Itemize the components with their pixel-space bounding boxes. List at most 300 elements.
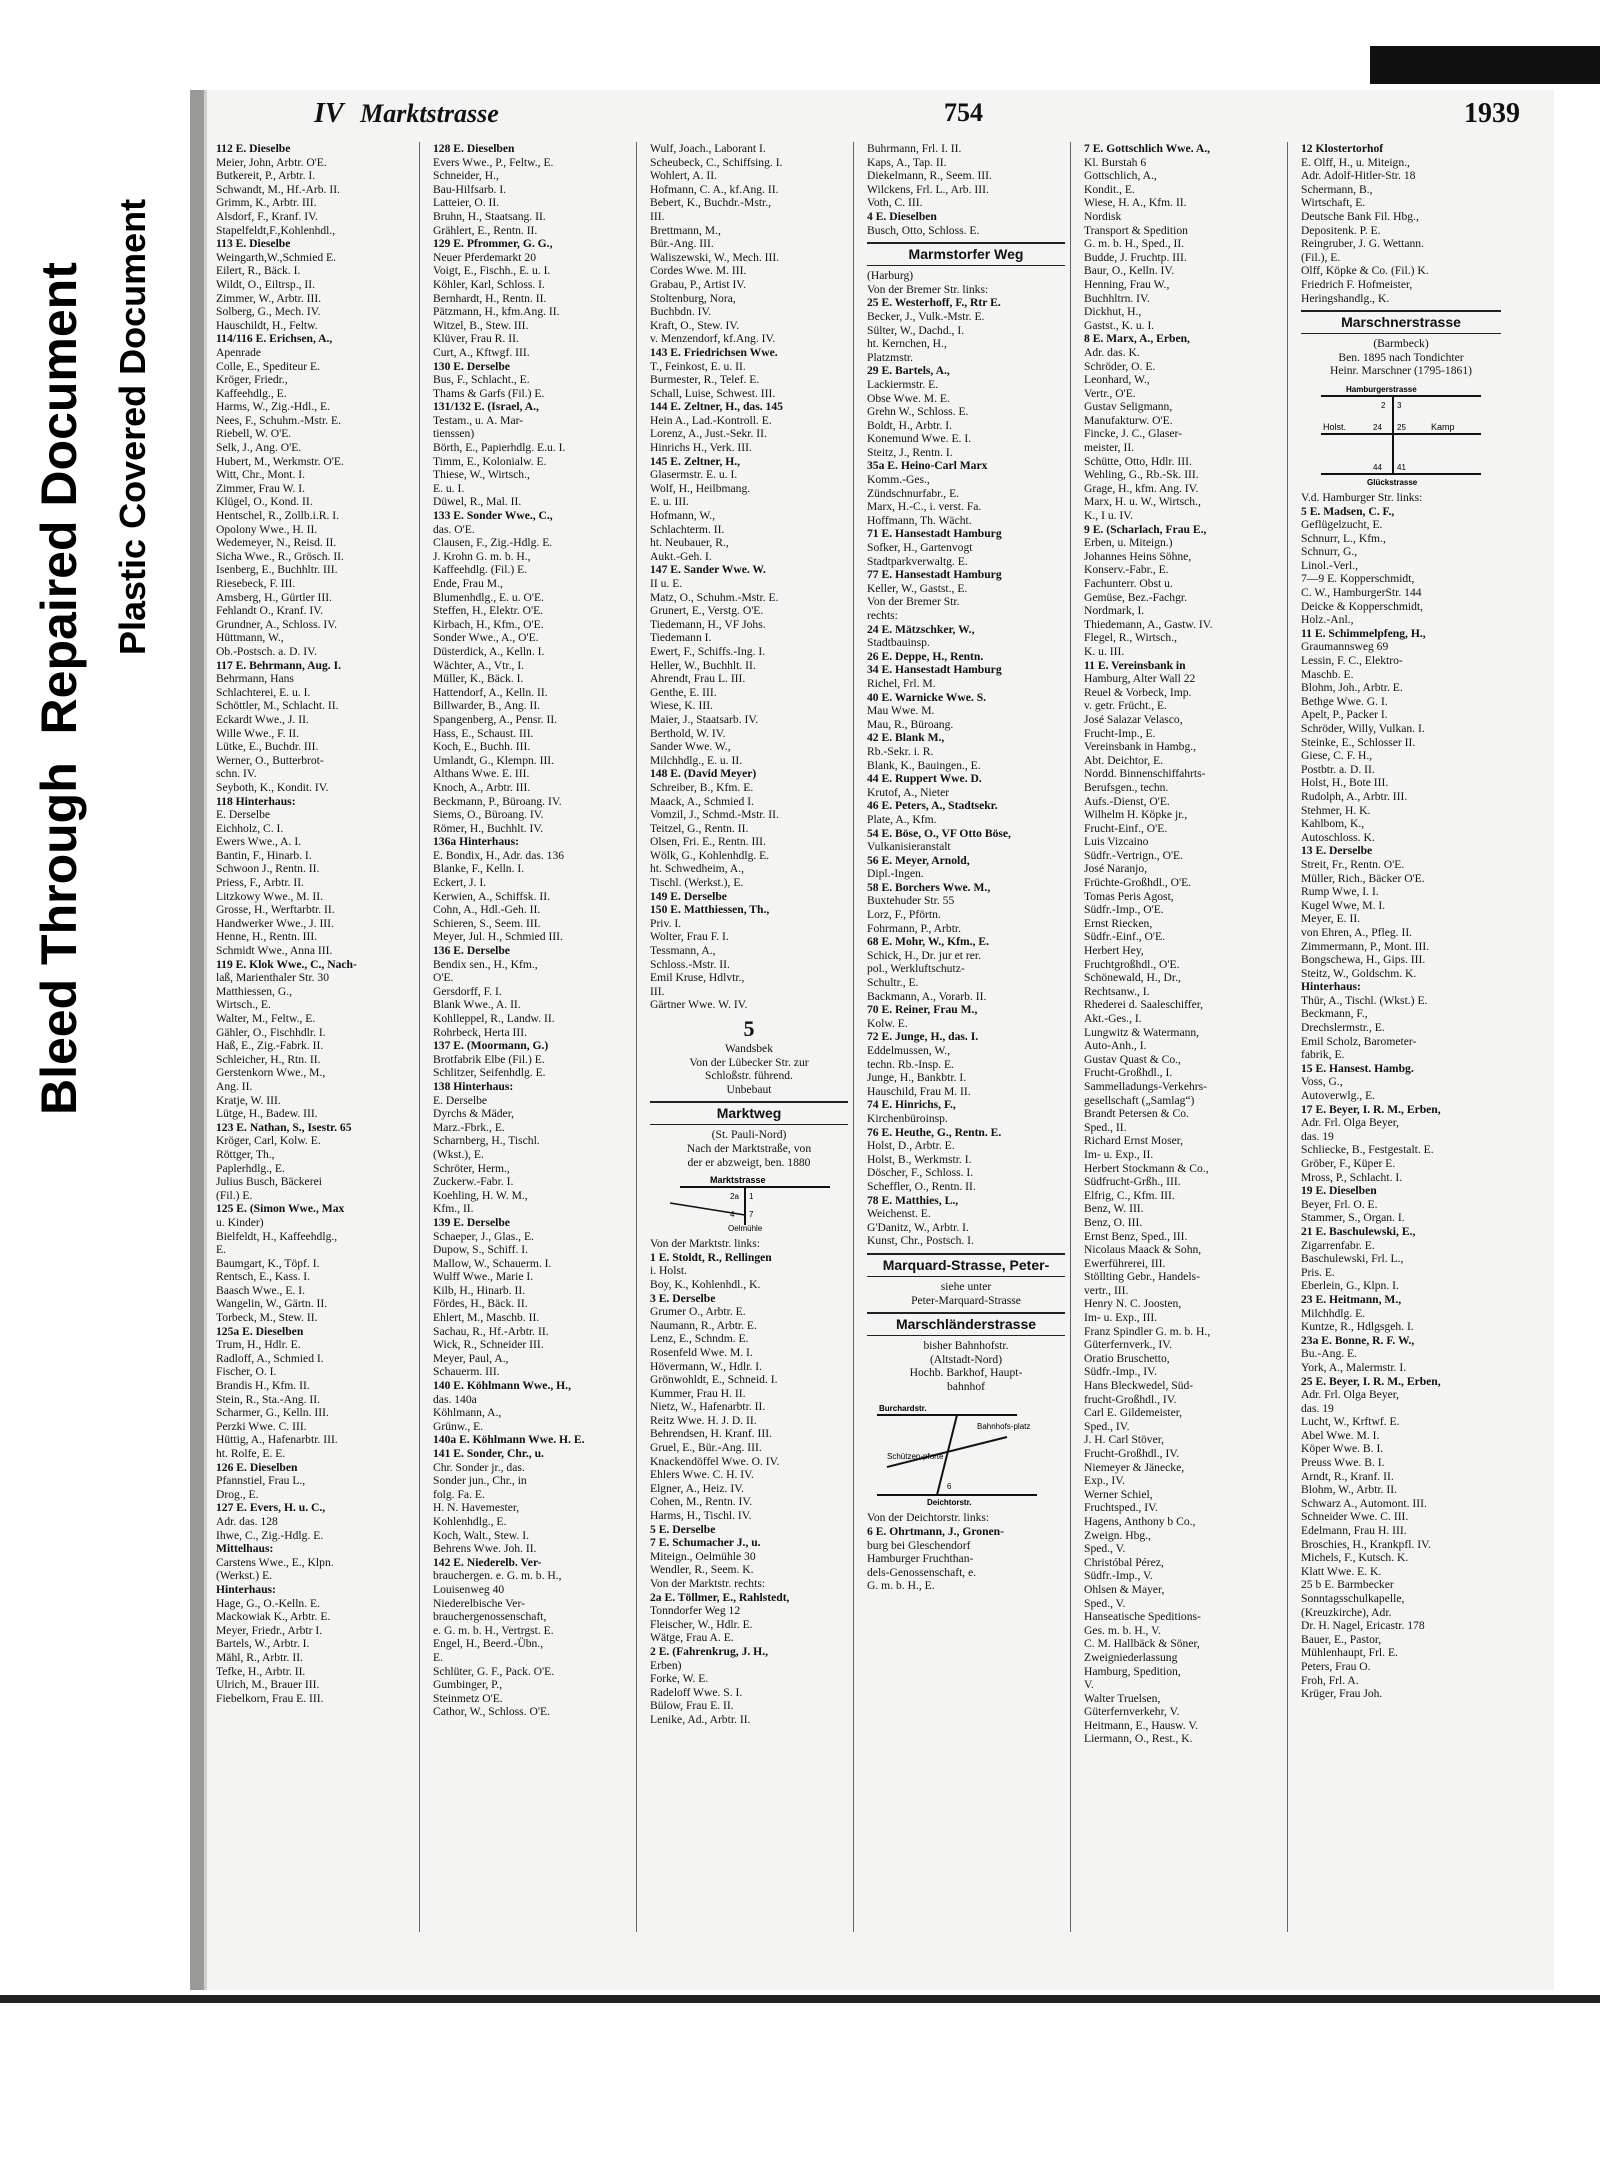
directory-entry: Bernhardt, H., Rentn. II. [433, 291, 547, 305]
directory-entry: Schreiber, B., Kfm. E. [650, 780, 754, 794]
directory-entry: 71 E. Hansestadt Hamburg [867, 527, 1002, 541]
directory-entry: Krüger, Frau Joh. [1301, 1687, 1383, 1701]
directory-entry: Tiedemann, H., VF Johs. [650, 617, 766, 631]
block-number: 5 [743, 1016, 755, 1041]
directory-entry: Wilckens, Frl. L., Arb. III. [867, 182, 989, 196]
directory-entry: 40 E. Warnicke Wwe. S. [867, 690, 987, 704]
directory-entry: Müller, K., Bäck. I. [433, 672, 524, 686]
directory-entry: 72 E. Junge, H., das. I. [867, 1030, 979, 1044]
directory-entry: 133 E. Sonder Wwe., C., [433, 509, 553, 523]
directory-entry: Tessmann, A., [650, 944, 716, 958]
directory-entry: Hentschel, R., Zollb.i.R. I. [216, 509, 340, 523]
bleed-through-repaired-label [30, 262, 88, 1115]
directory-entry: Keller, W., Gastst., E. [867, 581, 968, 595]
directory-entry: Gastst., K. u. I. [1084, 318, 1155, 332]
directory-entry: Hage, G., O.-Kelln. E. [216, 1596, 320, 1610]
directory-entry: vertr., III. [1084, 1283, 1129, 1297]
directory-entry: Hamburg, Spedition, [1084, 1664, 1181, 1678]
directory-entry: 7 E. Gottschlich Wwe. A., [1084, 142, 1211, 155]
directory-entry: 7—9 E. Kopperschmidt, [1301, 572, 1415, 586]
directory-entry: burg bei Gleschendorf [867, 1538, 971, 1552]
directory-entry: Rudolph, A., Arbtr. III. [1301, 789, 1408, 803]
directory-entry: York, A., Malermstr. I. [1301, 1360, 1407, 1374]
directory-entry: Akt.-Ges., I. [1084, 1012, 1142, 1025]
directory-entry: Zimmer, Frau W. I. [216, 481, 306, 495]
directory-entry: Louisenweg 40 [433, 1582, 505, 1596]
directory-entry: Autoschloss. K. [1301, 830, 1375, 844]
directory-entry: Heinr. Marschner (1795-1861) [1330, 364, 1472, 378]
directory-entry: Isenberg, E., Buchhltr. III. [216, 563, 338, 577]
directory-entry: Abt. Deichtor, E. [1084, 753, 1164, 767]
directory-entry: Bruhn, H., Staatsang. II. [433, 209, 546, 223]
directory-entry: (St. Pauli-Nord) [711, 1128, 787, 1142]
directory-entry: Wandsbek [724, 1042, 773, 1055]
directory-entry: Broschies, H., Krankpfl. IV. [1301, 1537, 1431, 1551]
directory-entry: 138 Hinterhaus: [433, 1079, 514, 1093]
directory-entry: Leonhard, W., [1084, 373, 1150, 387]
directory-entry: Ges. m. b. H., V. [1084, 1623, 1161, 1637]
directory-entry: Neuer Pferdemarkt 20 [433, 250, 537, 264]
directory-entry: Holst, B., Werkmstr. I. [867, 1152, 972, 1166]
directory-entry: Sped., IV. [1084, 1419, 1130, 1433]
directory-entry: Budde, J. Fruchtp. III. [1084, 250, 1187, 264]
directory-entry: Tefke, H., Arbtr. II. [216, 1664, 306, 1678]
directory-entry: Hans Bleckwedel, Süd- [1084, 1379, 1194, 1393]
directory-entry: Sachau, R., Hf.-Arbtr. II. [433, 1324, 549, 1338]
directory-entry: Bendix sen., H., Kfm., [433, 957, 538, 971]
directory-entry: Harms, W., Zig.-Hdl., E. [216, 400, 330, 414]
directory-column-1 [216, 142, 414, 1932]
directory-entry: Edelmann, Frau H. III. [1301, 1524, 1407, 1538]
directory-entry: 140a E. Köhlmann Wwe. H. E. [433, 1433, 585, 1447]
directory-entry: Schwoon J., Rentn. II. [216, 862, 320, 876]
marschlaenderstrasse-map [867, 1397, 1065, 1507]
directory-entry: Aufs.-Dienst, O'E. [1084, 794, 1170, 808]
directory-entry: 78 E. Matthies, L., [867, 1193, 959, 1207]
directory-entry: 143 E. Friedrichsen Wwe. [650, 345, 778, 359]
directory-entry: Matz, O., Schuhm.-Mstr. E. [650, 590, 779, 604]
directory-entry: Güterfernverk., IV. [1084, 1338, 1172, 1352]
directory-entry: Lungwitz & Watermann, [1084, 1025, 1200, 1039]
directory-entry: Opolony Wwe., H. II. [216, 522, 318, 536]
directory-entry: Bu.-Ang. E. [1301, 1347, 1358, 1361]
directory-entry: Michels, F., Kutsch. K. [1301, 1551, 1409, 1565]
directory-entry: Mühlenhaupt, Frl. E. [1301, 1646, 1398, 1660]
directory-entry: 129 E. Pfrommer, G. G., [433, 237, 553, 251]
directory-entry: Grünw., E. [433, 1419, 484, 1433]
directory-entry: Ihwe, C., Zig.-Hdlg. E. [216, 1528, 324, 1542]
directory-entry: Thams & Garfs (Fil.) E. [433, 386, 545, 400]
directory-entry: Wildt, O., Eiltrsp., II. [216, 277, 316, 291]
directory-entry: Scharnberg, H., Tischl. [433, 1134, 540, 1148]
page-number: 754 [944, 98, 983, 127]
directory-entry: José Naranjo, [1084, 862, 1148, 876]
directory-entry: Kaffeehdlg. (Fil.) E. [433, 563, 528, 577]
street-title: Marktweg [716, 1105, 782, 1122]
directory-entry: Sonder Wwe., A., O'E. [433, 631, 539, 645]
directory-entry: Boldt, H., Arbtr. I. [867, 418, 953, 432]
directory-entry: Hinterhaus: [1301, 980, 1361, 994]
directory-entry: Lorz, F., Pförtn. [867, 908, 941, 922]
directory-column-6 [1301, 142, 1501, 1932]
directory-entry: Abel Wwe. M. I. [1301, 1428, 1380, 1442]
map-number: 2 [1381, 400, 1386, 410]
directory-entry: (Altstadt-Nord) [929, 1352, 1003, 1366]
directory-entry: Deicke & Kopperschmidt, [1301, 599, 1424, 613]
directory-entry: e. G. m. b. H., Vertrgst. E. [433, 1623, 554, 1637]
directory-entry: Schmidt Wwe., Anna III. [216, 944, 333, 958]
directory-entry: Mallow, W., Schauerm. I. [433, 1256, 552, 1270]
directory-entry: Südfr.-Einf., O'E. [1084, 930, 1165, 944]
directory-entry: Grählert, E., Rentn. II. [433, 223, 538, 237]
directory-entry: Maschb. E. [1301, 667, 1354, 681]
directory-entry: Kohlleppel, R., Landw. II. [433, 1012, 555, 1025]
map-label-bahnhofsplatz: Bahnhofs-platz [977, 1422, 1031, 1432]
directory-entry: Schloss.-Mstr. II. [650, 957, 730, 971]
directory-entry: Lackiermstr. E. [867, 377, 939, 391]
marschlaenderstrasse-entries [867, 1511, 1065, 1593]
directory-entry: Kaffeehdlg., E. [216, 386, 287, 400]
directory-entry: u. Kinder) [216, 1215, 264, 1229]
directory-entry: fabrik, E. [1301, 1048, 1345, 1062]
directory-entry: Mähl, R., Arbtr. II. [216, 1650, 303, 1664]
directory-entry: Drechslermstr., E. [1301, 1021, 1385, 1035]
directory-entry: 148 E. (David Meyer) [650, 767, 757, 781]
directory-entry: Konemund Wwe. E. I. [867, 432, 972, 446]
directory-entry: Hinterhaus: [216, 1582, 276, 1596]
directory-entry: 24 E. Mätzschker, W., [867, 622, 975, 636]
directory-entry: Wirtschaft, E. [1301, 196, 1366, 210]
directory-entry: Wehling, G., Rb.-Sk. III. [1084, 468, 1199, 482]
directory-entry: Schneider Wwe. C. III. [1301, 1510, 1409, 1524]
directory-entry: Lenike, Ad., Arbtr. II. [650, 1712, 751, 1726]
directory-entry: Frucht-Einf., O'E. [1084, 821, 1168, 835]
directory-entry: Grumer O., Arbtr. E. [650, 1305, 746, 1319]
directory-entry: Komm.-Ges., [867, 473, 930, 487]
street-heading-marquard-strasse [867, 1253, 1065, 1277]
directory-entry: 42 E. Blank M., [867, 731, 945, 745]
repaired-document-text: Repaired Document [31, 262, 87, 735]
directory-entry: Niemeyer & Jänecke, [1084, 1460, 1185, 1474]
directory-entry: E. [433, 1650, 443, 1664]
column-4-entries [867, 142, 1065, 237]
directory-entry: Blumenhdlg., E. u. O'E. [433, 590, 544, 604]
directory-entry: Obse Wwe. M. E. [867, 391, 950, 405]
directory-entry: Dipl.-Ingen. [867, 867, 924, 881]
directory-entry: Carl E. Gildemeister, [1084, 1406, 1183, 1420]
directory-entry: J. Krohn G. m. b. H., [433, 549, 531, 563]
directory-entry: Hofmann, C. A., kf.Ang. II. [650, 182, 779, 196]
directory-entry: Vulkanisieranstalt [867, 840, 951, 854]
directory-entry: brauchergenossenschaft, [433, 1610, 547, 1624]
directory-entry: Schröter, Herm., [433, 1161, 510, 1175]
directory-entry: J. H. Carl Stöver, [1084, 1433, 1165, 1447]
directory-entry: Südfr.-Imp., IV. [1084, 1365, 1157, 1379]
directory-entry: 145 E. Zeltner, H., [650, 454, 741, 468]
directory-entry: dels-Genossenschaft, e. [867, 1565, 977, 1579]
column-rule [636, 142, 637, 1932]
directory-entry: 25 E. Beyer, I. R. M., Erben, [1301, 1374, 1441, 1388]
scan-black-bar [1370, 46, 1600, 84]
directory-entry: Milchhdlg. E. [1301, 1306, 1366, 1320]
directory-entry: v. Menzendorf, kf.Ang. IV. [650, 332, 776, 346]
directory-entry: brauchergen. e. G. m. b. H., [433, 1569, 562, 1583]
directory-entry: Dupow, S., Schiff. I. [433, 1243, 529, 1257]
directory-entry: Rump Wwe, I. I. [1301, 885, 1379, 899]
directory-entry: Brandis H., Kfm. II. [216, 1379, 310, 1393]
directory-entry: 125a E. Dieselben [216, 1324, 304, 1338]
directory-entry: Mau, R., Büroang. [867, 717, 954, 731]
directory-entry: (Harburg) [867, 269, 914, 283]
directory-entry: Ewert, F., Schiffs.-Ing. I. [650, 644, 766, 658]
directory-entry: Marz.-Fbrk., E. [433, 1120, 505, 1134]
directory-entry: Tiedemann I. [650, 631, 712, 645]
directory-entry: 128 E. Dieselben [433, 142, 515, 155]
directory-entry: Steffen, H., Elektr. O'E. [433, 604, 544, 618]
directory-entry: 25 b E. Barmbecker [1301, 1578, 1394, 1592]
directory-entry: Johannes Heins Söhne, [1084, 549, 1192, 563]
directory-entry: Schröder, Willy, Vulkan. I. [1301, 722, 1425, 735]
directory-entry: 26 E. Deppe, H., Rentn. [867, 649, 984, 663]
directory-entry: Mittelhaus: [216, 1542, 274, 1556]
directory-entry: Benz, W. III. [1084, 1202, 1144, 1216]
directory-entry: Unbebaut [726, 1082, 772, 1096]
column-3-entries [650, 142, 848, 1012]
directory-entry: Grönwohldt, E., Schneid. I. [650, 1373, 778, 1387]
directory-entry: Steitz, W., Goldschm. K. [1301, 966, 1417, 980]
directory-entry: Oratio Bruschetto, [1084, 1351, 1170, 1365]
directory-entry: (Barmbeck) [1373, 337, 1429, 351]
directory-entry: Dr. H. Nagel, Ericastr. 178 [1301, 1619, 1425, 1633]
directory-entry: Gottschlich, A., [1084, 169, 1157, 183]
directory-entry: 142 E. Niederelb. Ver- [433, 1555, 542, 1569]
directory-entry: siehe unter [940, 1279, 992, 1293]
directory-entry: Manufakturw. O'E. [1084, 413, 1173, 427]
page-header [314, 98, 1564, 132]
directory-entry: Voth, C. III. [867, 196, 923, 210]
directory-entry: Eichholz, C. I. [216, 821, 284, 835]
directory-entry: Litzkowy Wwe., M. II. [216, 889, 324, 903]
directory-entry: Haß, E., Zig.-Fabrk. II. [216, 1039, 324, 1053]
directory-entry: Stadtparkverwaltg. E. [867, 554, 968, 568]
directory-entry: 136a Hinterhaus: [433, 835, 519, 849]
directory-entry: Richard Ernst Moser, [1084, 1134, 1184, 1148]
directory-entry: Kuntze, R., Hdlgsgeh. I. [1301, 1320, 1414, 1334]
directory-entry: Apenrade [216, 345, 262, 359]
directory-entry: Hauschild, Frau M. II. [867, 1084, 971, 1098]
directory-entry: Gerstenkorn Wwe., M., [216, 1066, 326, 1080]
directory-entry: Harms, H., Tischl. IV. [650, 1509, 752, 1523]
directory-entry: Koch, Walt., Stew. I. [433, 1528, 529, 1542]
directory-entry: Elgner, A., Heiz. IV. [650, 1481, 744, 1495]
directory-entry: Lütge, H., Badew. III. [216, 1107, 318, 1121]
directory-entry: 141 E. Sonder, Chr., u. [433, 1447, 544, 1460]
directory-column-2 [433, 142, 631, 1932]
directory-entry: Selk, J., Ang. O'E. [216, 441, 302, 455]
directory-entry: G. m. b. H., E. [867, 1579, 935, 1593]
directory-entry: Adr. Frl. Olga Beyer, [1301, 1388, 1400, 1402]
directory-entry: Blohm, W., Arbtr. II. [1301, 1483, 1397, 1497]
directory-entry: 25 E. Westerhoff, F., Rtr E. [867, 296, 1001, 310]
directory-entry: Ulrich, M., Brauer III. [216, 1678, 320, 1692]
directory-entry: Schultr., E. [867, 976, 919, 990]
directory-entry: Rosenfeld Wwe. M. I. [650, 1345, 753, 1359]
directory-entry: Wille Wwe., F. II. [216, 726, 300, 740]
directory-entry: 125 E. (Simon Wwe., Max [216, 1202, 345, 1216]
directory-entry: Holst, D., Arbtr. E. [867, 1139, 955, 1153]
directory-entry: von Ehren, A., Pfleg. II. [1301, 925, 1413, 939]
directory-entry: Handwerker Wwe., J. III. [216, 916, 334, 930]
directory-entry: der er abzweigt, ben. 1880 [687, 1155, 811, 1169]
directory-entry: Schnurr, L., Kfm., [1301, 531, 1386, 545]
directory-entry: Cordes Wwe. M. III. [650, 264, 747, 278]
directory-entry: 144 E. Zeltner, H., das. 145 [650, 400, 783, 414]
directory-entry: Behrendsen, H. Kranf. III. [650, 1427, 773, 1441]
street-heading-marmstorfer-weg [867, 242, 1065, 266]
directory-entry: 2a E. Töllmer, E., Rahlstedt, [650, 1590, 790, 1604]
directory-entry: Trum, H., Hdlr. E. [216, 1338, 301, 1352]
directory-entry: 131/132 E. (Israel, A., [433, 400, 539, 414]
directory-entry: 68 E. Mohr, W., Kfm., E. [867, 935, 989, 949]
map-label-schuetzenpforte: Schützen-pforte [887, 1452, 944, 1462]
directory-entry: Klügel, O., Kond. II. [216, 495, 313, 509]
directory-entry: Pris. E. [1301, 1265, 1335, 1279]
directory-entry: Zweigniederlassung [1084, 1650, 1178, 1664]
directory-entry: Bauer, E., Pastor, [1301, 1632, 1382, 1646]
directory-entry: Dickhut, H., [1084, 305, 1142, 319]
directory-entry: Herbert Hey, [1084, 944, 1144, 958]
directory-entry: Rhederei d. Saaleschiffer, [1084, 998, 1204, 1012]
directory-entry: Henning, Frau W., [1084, 277, 1170, 291]
directory-entry: Zweign. Hbg., [1084, 1528, 1151, 1542]
column-rule [853, 142, 854, 1932]
directory-entry: Deutsche Bank Fil. Hbg., [1301, 209, 1419, 223]
directory-entry: Curt, A., Kftwgf. III. [433, 345, 530, 359]
directory-entry: 70 E. Reiner, Frau M., [867, 1003, 978, 1017]
directory-entry: Schall, Luise, Schwest. III. [650, 386, 776, 400]
directory-entry: das. O'E. [433, 522, 475, 536]
directory-entry: Nordisk [1084, 209, 1122, 223]
directory-entry: Backmann, A., Vorarb. II. [867, 989, 987, 1003]
directory-entry: Sofker, H., Gartenvogt [867, 541, 973, 555]
directory-entry: Paplerhdlg., E. [216, 1161, 285, 1175]
map-label-marktstrasse: Marktstrasse [710, 1175, 766, 1186]
directory-entry: Schauerm. III. [433, 1365, 500, 1379]
directory-entry: Berufsgen., techn. [1084, 780, 1169, 794]
directory-entry: Bantin, F., Hinarb. I. [216, 848, 312, 862]
directory-entry: 17 E. Beyer, I. R. M., Erben, [1301, 1102, 1441, 1116]
directory-entry: 112 E. Dieselbe [216, 142, 291, 155]
directory-entry: 2 E. (Fahrenkrug, J. H., [650, 1644, 768, 1658]
directory-entry: 7 E. Schumacher J., u. [650, 1536, 761, 1550]
directory-entry: Wulff Wwe., Marie I. [433, 1270, 534, 1284]
directory-entry: Gemüse, Bez.-Fachgr. [1084, 590, 1188, 604]
directory-entry: Hattendorf, A., Kelln. II. [433, 685, 548, 699]
directory-entry: 136 E. Derselbe [433, 944, 510, 958]
directory-entry: Julius Busch, Bäckerei [216, 1175, 322, 1189]
street-title: Marquard-Strasse, Peter- [882, 1256, 1050, 1273]
directory-entry: Heringshandlg., K. [1301, 291, 1390, 305]
directory-entry: Schlitzer, Seifenhdlg. E. [433, 1066, 546, 1080]
directory-entry: 74 E. Hinrichs, F., [867, 1098, 956, 1112]
directory-entry: Fincke, J. C., Glaser- [1084, 427, 1182, 441]
directory-entry: 29 E. Bartels, A., [867, 364, 950, 378]
directory-entry: III. [650, 209, 665, 223]
directory-entry: Frucht-Imp., E. [1084, 726, 1156, 740]
directory-entry: G'Danitz, W., Arbtr. I. [867, 1220, 969, 1234]
directory-entry: Clausen, F., Zig.-Hdlg. E. [433, 536, 553, 550]
directory-entry: Adr. Adolf-Hitler-Str. 18 [1301, 169, 1416, 183]
directory-entry: Pätzmann, H., kfm.Ang. II. [433, 305, 560, 319]
directory-entry: Solberg, G., Mech. IV. [216, 305, 321, 319]
directory-entry: 12 Klostertorhof [1301, 142, 1384, 155]
directory-entry: Pfannstiel, Frau L., [216, 1474, 306, 1488]
directory-entry: Fruchtgroßhdl., O'E. [1084, 957, 1180, 971]
directory-entry: Meyer, Friedr., Arbtr I. [216, 1623, 323, 1637]
directory-entry: Bür.-Ang. III. [650, 237, 714, 251]
directory-entry: das. 19 [1301, 1129, 1334, 1143]
directory-entry: Vereinsbank in Hambg., [1084, 740, 1197, 754]
directory-entry: Diekelmann, R., Seem. III. [867, 169, 992, 183]
directory-entry: Wirtsch., E. [216, 998, 271, 1012]
directory-entry: 76 E. Heuthe, G., Rentn. E. [867, 1125, 1002, 1139]
directory-entry: Ehlers Wwe. C. H. IV. [650, 1468, 754, 1482]
directory-entry: G. m. b. H., Sped., II. [1084, 237, 1185, 251]
street-title: Marmstorfer Weg [908, 246, 1024, 263]
directory-entry: 11 E. Vereinsbank in [1084, 658, 1186, 672]
directory-entry: meister, II. [1084, 441, 1135, 455]
directory-entry: 21 E. Baschulewski, E., [1301, 1224, 1416, 1238]
directory-entry: Ang. II. [216, 1079, 253, 1093]
directory-entry: Wiese, H. A., Kfm. II. [1084, 196, 1187, 210]
directory-entry: Schaeper, J., Glas., E. [433, 1229, 534, 1243]
directory-entry: Knoch, A., Arbtr. III. [433, 780, 531, 794]
directory-entry: Wick, R., Schneider III. [433, 1338, 544, 1352]
directory-entry: Berthold, W. IV. [650, 726, 726, 740]
directory-entry: Streit, Fr., Rentn. O'E. [1301, 857, 1405, 871]
directory-entry: Linol.-Verl., [1301, 558, 1358, 572]
directory-entry: Ben. 1895 nach Tondichter [1338, 350, 1464, 364]
directory-entry: Reitz Wwe. H. J. D. II. [650, 1413, 757, 1427]
map-label-glueckstrasse: Glückstrasse [1367, 477, 1418, 487]
directory-entry: Bus, F., Schlacht., E. [433, 373, 530, 387]
directory-entry: Steinke, E., Schlosser II. [1301, 735, 1416, 749]
directory-entry: Lucht, W., Krftwf. E. [1301, 1415, 1400, 1429]
directory-entry: Amsberg, H., Gürtler III. [216, 590, 333, 604]
directory-entry: Eckardt Wwe., J. II. [216, 712, 309, 726]
directory-entry: Südfr.-Imp., O'E. [1084, 903, 1164, 917]
directory-entry: 13 E. Derselbe [1301, 844, 1373, 858]
directory-entry: Meier, John, Arbtr. O'E. [216, 155, 327, 169]
directory-entry: pol., Werkluftschutz- [867, 962, 965, 976]
directory-entry: 130 E. Derselbe [433, 359, 510, 373]
directory-entry: Erben) [650, 1658, 682, 1672]
marschnerstrasse-entries [1301, 491, 1501, 1701]
directory-entry: Kröger, Friedr., [216, 373, 288, 387]
directory-entry: Behrens Wwe. Joh. II. [433, 1542, 537, 1556]
directory-entry: ht. Kernchen, H., [867, 337, 947, 351]
directory-entry: Bethge Wwe. G. I. [1301, 694, 1388, 708]
directory-entry: Priess, F., Arbtr. II. [216, 876, 304, 890]
directory-entry: Hamburger Fruchthan- [867, 1552, 974, 1566]
map-number: 25 [1397, 422, 1406, 432]
directory-entry: Perzki Wwe. C. III. [216, 1419, 307, 1433]
directory-entry: Spangenberg, A., Pensr. II. [433, 712, 558, 726]
directory-entry: Schröder, O. E. [1084, 359, 1156, 373]
directory-entry: Mross, P., Schlacht. I. [1301, 1170, 1403, 1184]
directory-entry: Von der Deichtorstr. links: [867, 1511, 990, 1525]
directory-entry: rechts: [867, 609, 898, 622]
